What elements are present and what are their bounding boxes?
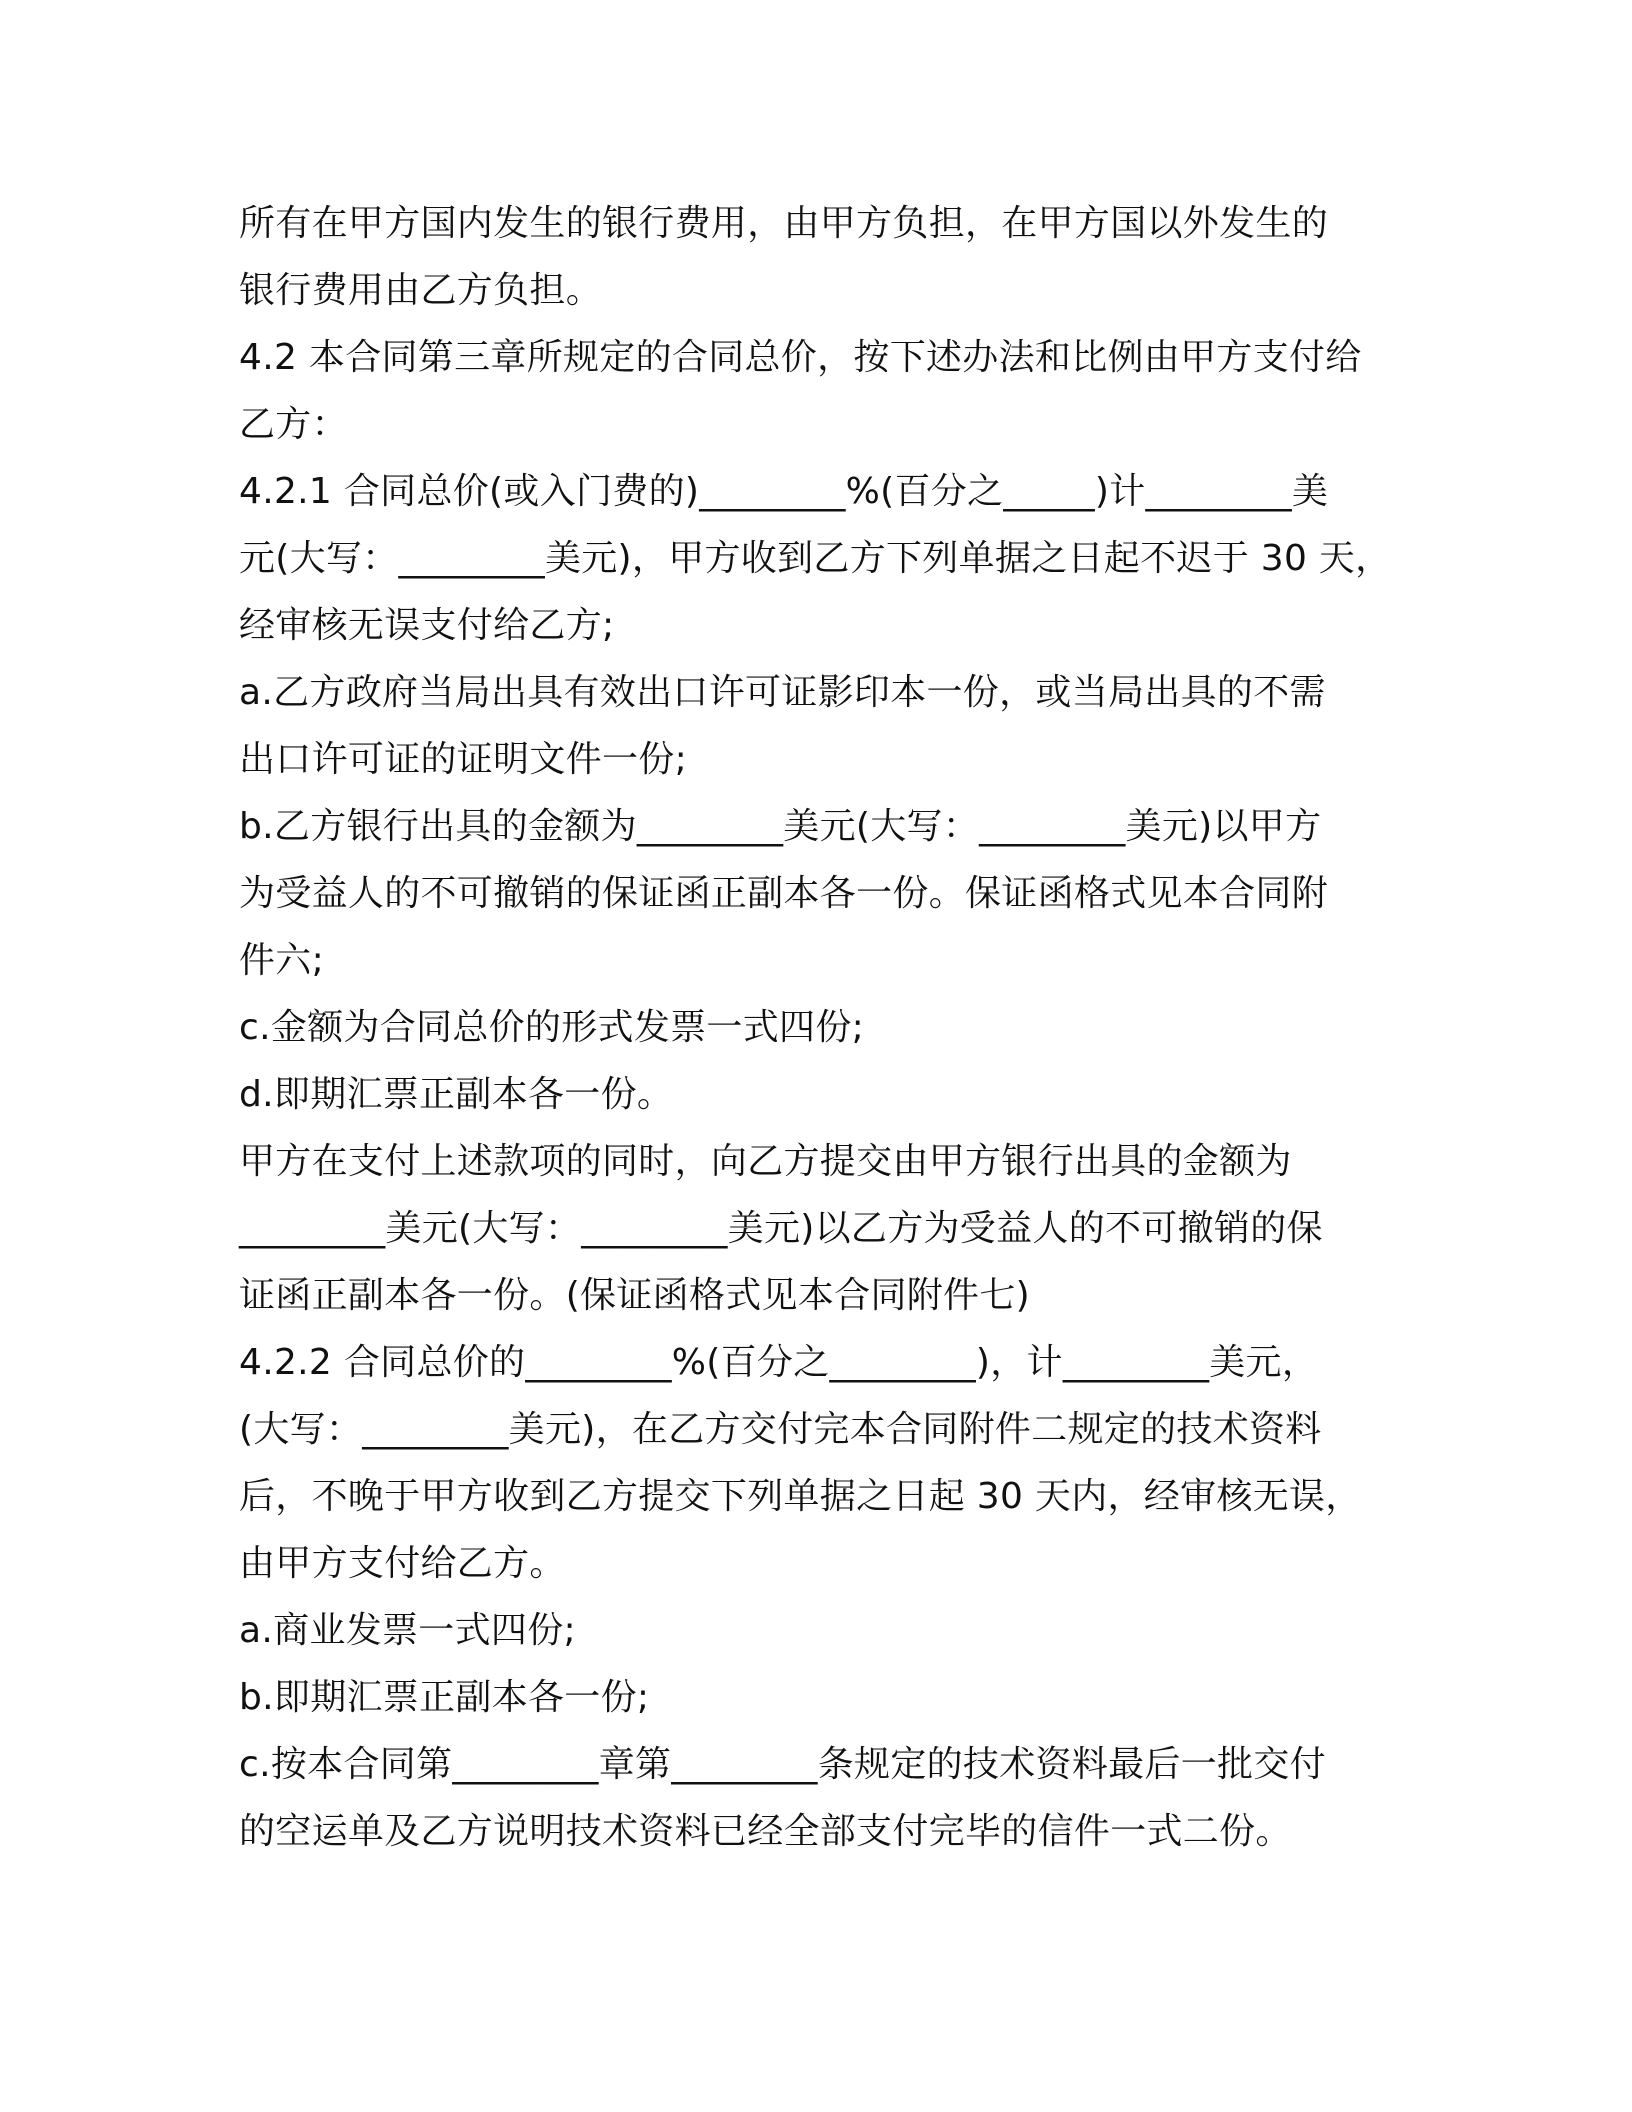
clause-4-2-heading: 4.2 本合同第三章所规定的合同总价，按下述办法和比例由甲方支付给 (239, 337, 1362, 378)
list-item-d: d.即期汇票正副本各一份。 (239, 1074, 674, 1115)
list-item-b: b.即期汇票正副本各一份; (239, 1677, 650, 1718)
list-item-c: c.金额为合同总价的形式发票一式四份; (239, 1007, 865, 1048)
list-item-a: a.乙方政府当局出具有效出口许可证影印本一份，或当局出具的不需 (239, 672, 1326, 713)
paragraph-line: 证函正副本各一份。(保证函格式见本合同附件七) (239, 1275, 1030, 1316)
paragraph-line: 甲方在支付上述款项的同时，向乙方提交由甲方银行出具的金额为 (239, 1141, 1292, 1182)
paragraph-line: 的空运单及乙方说明技术资料已经全部支付完毕的信件一式二份。 (239, 1811, 1292, 1852)
document-body (239, 190, 1419, 1865)
list-item-a: a.商业发票一式四份; (239, 1610, 576, 1651)
paragraph-line: 经审核无误支付给乙方; (239, 605, 615, 646)
paragraph-line: 出口许可证的证明文件一份; (239, 739, 688, 780)
paragraph-line: 银行费用由乙方负担。 (239, 270, 603, 311)
paragraph-line: (大写：________美元)，在乙方交付完本合同附件二规定的技术资料 (239, 1409, 1322, 1450)
paragraph-line: 元(大写：________美元)，甲方收到乙方下列单据之日起不迟于 30 天， (239, 538, 1392, 579)
clause-4-2-2: 4.2.2 合同总价的________%(百分之________)，计________美元， (239, 1342, 1319, 1383)
list-item-b: b.乙方银行出具的金额为________美元(大写：________美元)以甲方 (239, 806, 1322, 847)
paragraph-line: ________美元(大写：________美元)以乙方为受益人的不可撤销的保 (239, 1208, 1323, 1249)
list-item-c: c.按本合同第________章第________条规定的技术资料最后一批交付 (239, 1744, 1326, 1785)
clause-4-2-1: 4.2.1 合同总价(或入门费的)________%(百分之_____)计________美 (239, 471, 1329, 512)
paragraph-line: 乙方： (239, 404, 348, 445)
paragraph-line: 所有在甲方国内发生的银行费用，由甲方负担，在甲方国以外发生的 (239, 203, 1329, 244)
paragraph-line: 后，不晚于甲方收到乙方提交下列单据之日起 30 天内，经审核无误， (239, 1476, 1362, 1517)
paragraph-line: 由甲方支付给乙方。 (239, 1543, 566, 1584)
paragraph-line: 为受益人的不可撤销的保证函正副本各一份。保证函格式见本合同附 (239, 873, 1329, 914)
paragraph-line: 件六; (239, 940, 325, 981)
